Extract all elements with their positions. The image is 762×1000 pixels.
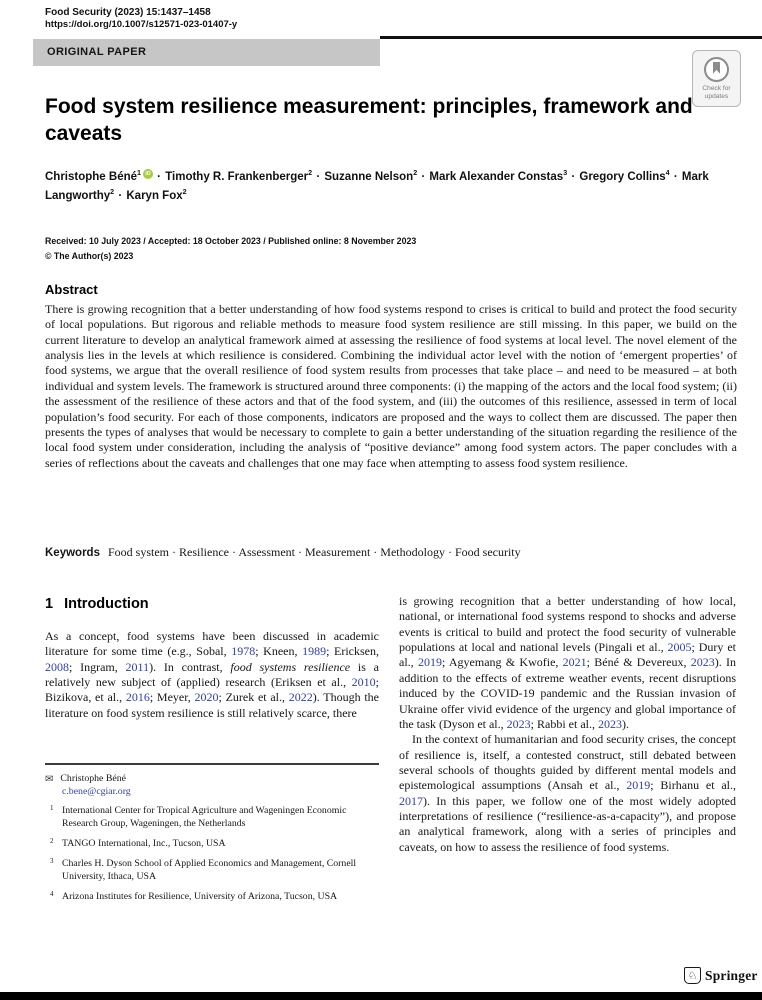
affiliation-text: TANGO International, Inc., Tucson, USA bbox=[62, 838, 226, 850]
affiliation-number: 4 bbox=[50, 890, 54, 899]
check-for-updates-label: Check for updates bbox=[702, 84, 731, 100]
author-separator: · bbox=[568, 171, 579, 183]
page-bottom-edge bbox=[0, 992, 762, 1000]
emphasized-text: food systems resilience bbox=[230, 659, 351, 674]
author-separator: · bbox=[418, 171, 429, 183]
correspondence-email[interactable]: c.bene@cgiar.org bbox=[62, 786, 131, 797]
citation-link[interactable]: 2010 bbox=[351, 675, 376, 690]
envelope-icon: ✉ bbox=[45, 774, 54, 785]
keyword-item: Assessment bbox=[238, 545, 295, 559]
author-name: Mark Alexander Constas bbox=[429, 171, 564, 183]
body-text-segment: ; Agyemang & Kwofie, bbox=[441, 655, 563, 670]
citation-link[interactable]: 2022 bbox=[288, 690, 313, 705]
body-text-segment: ). In addition to the effects of extreme weather events, recent disruptions induced by the COVID-19 pandemic and the Russian invasion of Ukraine offer vivid evidence of the urgency and global importance of the task (Dyson et al., bbox=[399, 655, 736, 731]
intro-paragraph-right-1 bbox=[399, 594, 736, 732]
correspondence bbox=[45, 773, 379, 786]
citation-link[interactable]: 2008 bbox=[45, 659, 69, 674]
citation-link[interactable]: 2019 bbox=[417, 655, 442, 670]
keyword-item: Measurement bbox=[304, 545, 371, 559]
author-affiliation-sup: 2 bbox=[182, 188, 187, 197]
correspondence-name: Christophe Béné bbox=[60, 773, 126, 784]
author-separator: · bbox=[313, 171, 324, 183]
affiliation-text: Charles H. Dyson School of Applied Economics and Management, Cornell University, Ithaca, USA bbox=[62, 858, 357, 883]
citation-link[interactable]: 2017 bbox=[399, 793, 423, 808]
keyword-item: Food security bbox=[454, 545, 521, 559]
author-name: Mark Langworthy bbox=[45, 171, 709, 202]
journal-info bbox=[45, 6, 237, 31]
header-rule bbox=[380, 36, 762, 39]
crossmark-icon bbox=[704, 57, 729, 82]
author-affiliation-sup: 3 bbox=[563, 169, 568, 178]
citation-link[interactable]: 2016 bbox=[125, 690, 150, 705]
keywords-items bbox=[108, 545, 521, 559]
citation-link[interactable]: 1989 bbox=[302, 644, 327, 659]
author-separator: · bbox=[115, 189, 126, 202]
body-text-segment: ; Zurek et al., bbox=[218, 690, 289, 705]
keyword-item: Food system bbox=[107, 545, 169, 559]
journal-citation: Food Security (2023) 15:1437–1458 bbox=[45, 7, 211, 18]
affiliation-item bbox=[45, 857, 362, 883]
citation-link[interactable]: 2005 bbox=[667, 640, 692, 655]
footnote-block bbox=[45, 763, 379, 903]
affiliation-text: Arizona Institutes for Resilience, University of Arizona, Tucson, USA bbox=[62, 891, 338, 903]
body-text-segment: ). bbox=[621, 716, 629, 731]
received-accepted-line: Received: 10 July 2023 / Accepted: 18 October 2023 / Published online: 8 November 2023 bbox=[45, 236, 417, 246]
keywords-line bbox=[45, 545, 737, 560]
author-name: Christophe Béné bbox=[45, 171, 138, 183]
orcid-icon[interactable]: iD bbox=[143, 169, 153, 179]
body-text-segment: ). Though the literature on food system resilience is still relatively scarce, there bbox=[45, 690, 379, 720]
body-text-segment: As a concept, food systems have been discussed in academic literature for some time (e.g., Sobal, bbox=[45, 629, 379, 659]
keyword-item: Resilience bbox=[178, 545, 229, 559]
citation-link[interactable]: 1978 bbox=[231, 644, 256, 659]
author-list bbox=[45, 168, 733, 206]
affiliation-text: International Center for Tropical Agriculture and Wageningen Economic Research Group, Wageningen, the Netherlands bbox=[62, 805, 347, 830]
author-affiliation-sup: 2 bbox=[413, 169, 418, 178]
body-text-segment: ; Béné & Devereux, bbox=[586, 655, 691, 670]
springer-horse-icon: ♘ bbox=[684, 967, 701, 984]
body-text-segment: ; Ericksen, bbox=[326, 644, 379, 659]
author-affiliation-sup: 2 bbox=[110, 188, 115, 197]
keyword-separator: · bbox=[168, 545, 179, 559]
body-text-segment: ; Bizikova, et al., bbox=[45, 675, 379, 705]
author-separator: · bbox=[153, 171, 165, 183]
citation-link[interactable]: 2021 bbox=[562, 655, 587, 670]
citation-link[interactable]: 2019 bbox=[626, 778, 651, 793]
author-name: Karyn Fox bbox=[126, 189, 183, 202]
citation-link[interactable]: 2023 bbox=[597, 716, 622, 731]
keyword-separator: · bbox=[444, 545, 455, 559]
keyword-separator: · bbox=[370, 545, 381, 559]
affiliation-number: 1 bbox=[50, 804, 54, 812]
abstract-heading: Abstract bbox=[45, 282, 98, 297]
author-name: Suzanne Nelson bbox=[324, 171, 414, 183]
copyright-line: © The Author(s) 2023 bbox=[45, 250, 134, 261]
body-text-segment: is growing recognition that a better understanding of how local, national, or international food systems respond to shocks and adverse events is critical to build and protect the food security of vulnerable populations at local and national levels (Pingali et al., bbox=[399, 594, 736, 655]
body-text-segment: ; Rabbi et al., bbox=[530, 716, 598, 731]
crossmark-bookmark-icon bbox=[713, 62, 720, 74]
intro-paragraph-left bbox=[45, 629, 379, 721]
article-type-badge: ORIGINAL PAPER bbox=[33, 39, 380, 66]
body-text-segment: ; Ingram, bbox=[69, 659, 126, 674]
author-affiliation-sup: 2 bbox=[308, 169, 313, 178]
affiliation-item bbox=[45, 837, 362, 850]
affiliation-number: 2 bbox=[50, 837, 54, 846]
springer-logo bbox=[684, 967, 758, 984]
citation-link[interactable]: 2011 bbox=[125, 659, 150, 674]
citation-link[interactable]: 2023 bbox=[506, 716, 531, 731]
abstract-text: There is growing recognition that a better understanding of how food systems respond to crises is critical to build and protect the food security of local populations. But rigorous and reliable methods to measure food system resilience are still missing. In this paper, we build on the current literature to develop an analytical framework aimed at assessing the resilience of food systems at local level. The novel element of the analysis lies in the levels at which resilience is considered. Combining the individual actor level with the notion of ‘emergent properties’ of food systems, we argue that the overall resilience of food system results from processes that take place – and need to be measured – at both individual and system levels. The framework is structured around three components: (i) the mapping of the actors and the local food system; (ii) the assessment of the resilience of these actors and that of the food system, and (iii) the outcomes of this resilience, assessed in term of local population’s food security. For each of those components, indicators are proposed and the ways to collect them are discussed. The paper then presents the types of analyses that would be necessary to complete to gain a better understanding of the situation regarding the resilience of the local food system under consideration, including the analysis of “positive deviance” among food system actors. The paper concludes with a series of reflections about the caveats and challenges that one may face when attempting to assess food system resilience. bbox=[45, 302, 737, 470]
author-separator: · bbox=[670, 171, 681, 183]
left-column bbox=[45, 596, 379, 721]
author-affiliation-sup: 4 bbox=[665, 169, 670, 178]
body-text-segment: ; Birhanu et al., bbox=[650, 778, 736, 793]
body-text-segment: ; Meyer, bbox=[149, 690, 195, 705]
affiliation-list bbox=[45, 804, 379, 903]
keyword-separator: · bbox=[228, 545, 239, 559]
footnote-rule bbox=[45, 763, 379, 765]
intro-paragraph-right-2 bbox=[399, 732, 736, 855]
author-affiliation-sup: 1 bbox=[137, 169, 141, 178]
article-history bbox=[45, 234, 416, 263]
section-heading-introduction: 1 Introduction bbox=[45, 596, 149, 612]
citation-link[interactable]: 2023 bbox=[690, 655, 715, 670]
author-name: Timothy R. Frankenberger bbox=[165, 171, 309, 183]
body-text-segment: In the context of humanitarian and food security crises, the concept of resilience is, itself, a contested construct, still debated between several schools of thoughts guided by different mental models and epistemological assumptions (Ansah et al., bbox=[399, 732, 736, 793]
springer-wordmark: Springer bbox=[705, 967, 758, 983]
body-text-segment: ). In contrast, bbox=[149, 659, 231, 674]
body-text-segment: ; Kneen, bbox=[255, 644, 303, 659]
author-name: Gregory Collins bbox=[579, 171, 666, 183]
keyword-item: Methodology bbox=[380, 545, 445, 559]
affiliation-item bbox=[45, 804, 362, 830]
body-text-segment: ; Dury et al., bbox=[399, 640, 737, 670]
doi-link[interactable]: https://doi.org/10.1007/s12571-023-01407-y bbox=[45, 19, 238, 30]
keywords-label: Keywords bbox=[45, 547, 100, 559]
body-text-segment: is a relatively new subject of (applied) research (Eriksen et al., bbox=[45, 659, 379, 690]
affiliation-number: 3 bbox=[50, 857, 54, 866]
citation-link[interactable]: 2020 bbox=[194, 690, 219, 705]
keyword-separator: · bbox=[294, 545, 305, 559]
body-text-segment: ). In this paper, we follow one of the most widely adopted interpretations of resilience (“resilience-as-a-capacity”), and propose an analytical framework, along with a series of principles and caveats, on how to assess the resilience of food systems. bbox=[399, 793, 736, 854]
right-column bbox=[399, 594, 736, 855]
article-title: Food system resilience measurement: principles, framework and caveats bbox=[45, 95, 693, 145]
affiliation-item bbox=[45, 890, 362, 903]
